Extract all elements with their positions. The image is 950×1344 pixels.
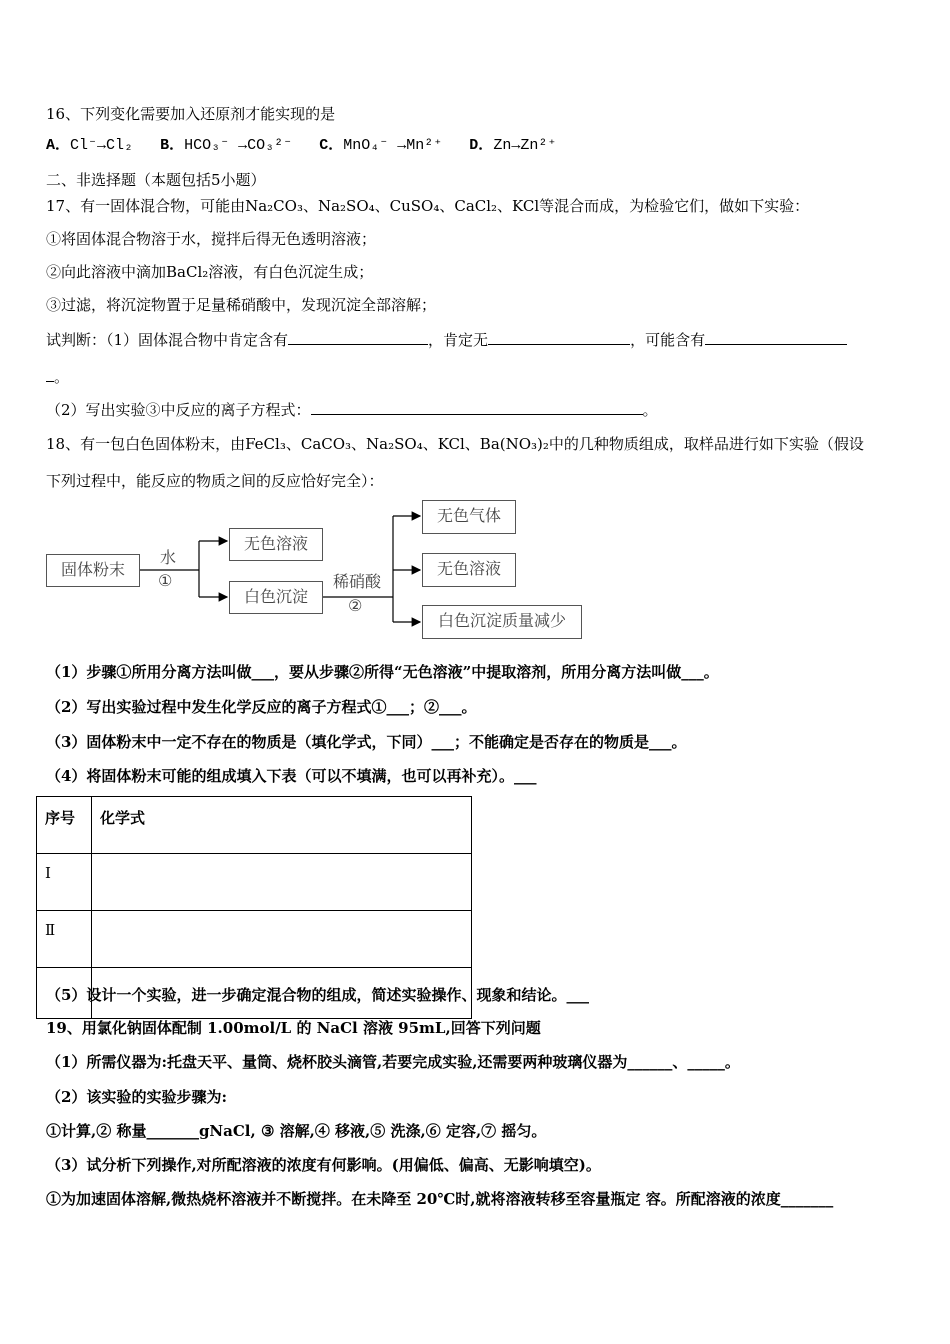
q19-part3-item1: ①为加速固体溶解,微热烧杯溶液并不断搅拌。在未降至 20℃时,就将溶液转移至容量瓶定 容。所配溶液的浓度_______: [46, 1190, 834, 1208]
table-header-formula: 化学式: [92, 797, 472, 854]
q17-judge-b: ，肯定无: [428, 331, 489, 349]
q16-option-a-key: A．: [46, 137, 71, 154]
q17-part2-end: 。: [642, 401, 658, 419]
q17-judge-c: ，可能含有: [630, 331, 706, 349]
q16-option-b: HCO₃⁻ →CO₃²⁻: [184, 137, 293, 154]
node-colorless-solution-2: 无色溶液: [422, 553, 516, 587]
q17-step2: ②向此溶液中滴加BaCl₂溶液，有白色沉淀生成；: [46, 263, 374, 281]
q18-part1: （1）步骤①所用分离方法叫做___，要从步骤②所得“无色溶液”中提取溶剂，所用分离方法叫做___。: [46, 663, 719, 681]
node-colorless-gas: 无色气体: [422, 500, 516, 534]
q16-option-c-key: C．: [319, 137, 344, 154]
q19-part1: （1）所需仪器为:托盘天平、量筒、烧杯胶头滴管,若要完成实验,还需要两种玻璃仪器为______、_____。: [46, 1053, 740, 1071]
q16-option-c: MnO₄⁻ →Mn²⁺: [343, 137, 443, 154]
section-heading: 二、非选择题（本题包括5小题）: [46, 171, 266, 189]
label-step2: ②: [348, 596, 363, 615]
q18-stem-1: 18、有一包白色固体粉末，由FeCl₃、CaCO₃、Na₂SO₄、KCl、Ba(NO₃)₂中的几种物质组成，取样品进行如下实验（假设: [46, 435, 864, 453]
q17-step3: ③过滤，将沉淀物置于足量稀硝酸中，发现沉淀全部溶解；: [46, 296, 437, 314]
label-dilute-nitric-acid: 稀硝酸: [333, 572, 382, 591]
q17-step1: ①将固体混合物溶于水，搅拌后得无色透明溶液；: [46, 230, 377, 248]
q18-part5: （5）设计一个实验，进一步确定混合物的组成，简述实验操作、现象和结论。___: [46, 986, 589, 1004]
q19-stem: 19、用氯化钠固体配制 1.00mol/L 的 NaCl 溶液 95mL,回答下列问题: [46, 1019, 541, 1037]
q16-option-d: Zn→Zn²⁺: [493, 137, 557, 154]
q18-part3: （3）固体粉末中一定不存在的物质是（填化学式，下同）___；不能确定是否存在的物质是___。: [46, 733, 687, 751]
label-water: 水: [160, 548, 177, 567]
table-cell-index: Ⅰ: [37, 854, 92, 911]
table-header-row: [37, 797, 472, 854]
q17-judge-end: 。: [54, 368, 70, 386]
q19-part3: （3）试分析下列操作,对所配溶液的浓度有何影响。(用偏低、偏高、无影响填空)。: [46, 1156, 601, 1174]
table-row: [37, 854, 472, 911]
q19-part2: （2）该实验的实验步骤为:: [46, 1088, 227, 1106]
q17-stem: 17、有一固体混合物，可能由Na₂CO₃、Na₂SO₄、CuSO₄、CaCl₂、KCl等混合而成，为检验它们，做如下实验：: [46, 197, 810, 215]
q18-part4: （4）将固体粉末可能的组成填入下表（可以不填满，也可以再补充）。___: [46, 767, 537, 785]
table-cell-formula[interactable]: [92, 911, 472, 968]
q17-judge-a: 试判断：（1）固体混合物中肯定含有: [46, 331, 289, 349]
q16-stem: 16、下列变化需要加入还原剂才能实现的是: [46, 105, 336, 123]
q18-stem-2: 下列过程中，能反应的物质之间的反应恰好完全）：: [46, 472, 384, 490]
node-colorless-solution: 无色溶液: [229, 528, 323, 561]
table-header-index: 序号: [37, 797, 92, 854]
table-cell-index: Ⅱ: [37, 911, 92, 968]
q16-option-b-key: B．: [160, 137, 185, 154]
node-solid-powder: 固体粉末: [46, 554, 140, 587]
node-white-precipitate: 白色沉淀: [229, 581, 323, 614]
q16-option-d-key: D．: [469, 137, 494, 154]
label-step1: ①: [158, 571, 173, 590]
table-cell-formula[interactable]: [92, 854, 472, 911]
table-row: [37, 911, 472, 968]
q18-part2: （2）写出实验过程中发生化学反应的离子方程式①___；②___。: [46, 698, 477, 716]
q19-steps: ①计算,② 称量_______gNaCl, ③ 溶解,④ 移液,⑤ 洗涤,⑥ 定容,⑦ 摇匀。: [46, 1122, 547, 1140]
q17-part2-text: （2）写出实验③中反应的离子方程式：: [46, 401, 311, 419]
node-precipitate-mass-decrease: 白色沉淀质量减少: [422, 605, 582, 639]
q16-option-a: Cl⁻→Cl₂: [70, 137, 134, 154]
